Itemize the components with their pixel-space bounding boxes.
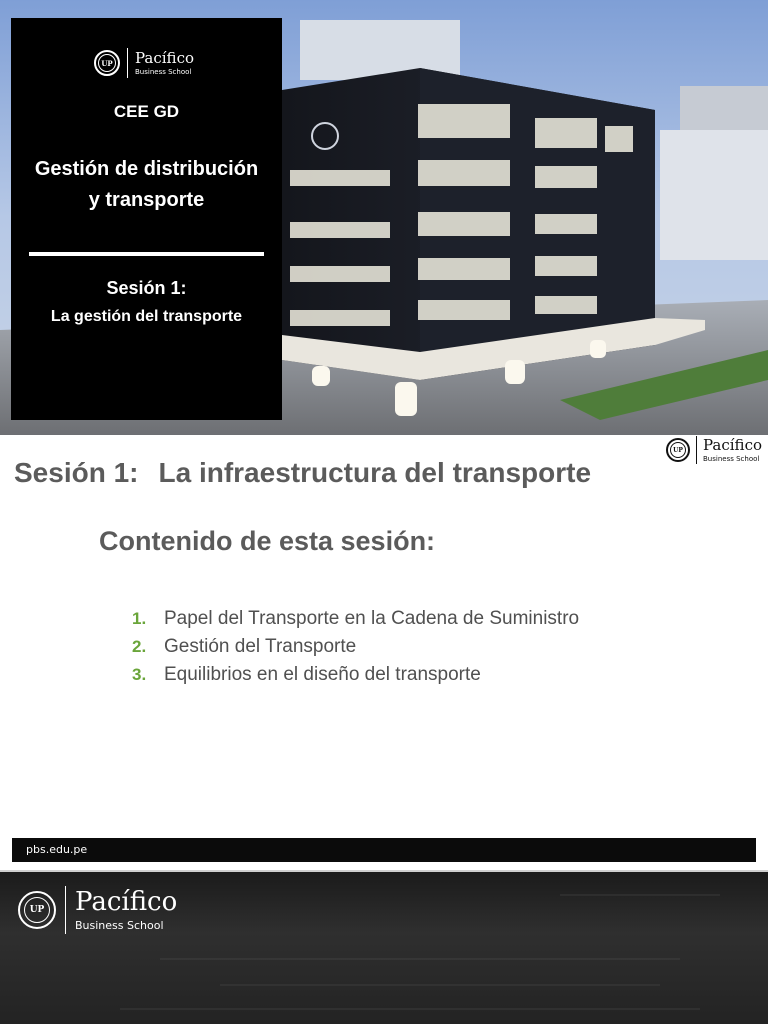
list-item-text: Papel del Transporte en la Cadena de Suministro: [164, 608, 580, 629]
background-texture: [120, 1008, 700, 1010]
footer-url[interactable]: pbs.edu.pe: [26, 843, 88, 856]
seal-letters: UP: [29, 905, 45, 915]
slide-title: [14, 457, 591, 489]
topic-list: [132, 608, 579, 692]
slide-subtitle: Contenido de esta sesión:: [99, 526, 436, 556]
footer-bar: [12, 838, 756, 862]
list-item-number: 3.: [132, 665, 147, 684]
program-code: CEE GD: [113, 102, 180, 121]
university-seal-icon: [18, 891, 56, 929]
list-item-text: Gestión del Transporte: [164, 636, 357, 657]
content-slide: [0, 435, 768, 870]
session-title: La gestión del transporte: [50, 308, 243, 325]
logo-divider: [696, 436, 697, 464]
cover-title-panel: [11, 18, 282, 420]
list-item: [132, 664, 579, 692]
seal-letters: UP: [673, 446, 683, 454]
brand-name: Pacífico: [703, 435, 762, 454]
brand-name: Pacífico: [75, 887, 178, 917]
brand-subtitle: Business School: [135, 67, 192, 76]
brand-subtitle: Business School: [703, 454, 760, 463]
cover-slide: [0, 0, 768, 435]
slide-session-label: Sesión 1:: [14, 457, 139, 488]
list-item: [132, 636, 579, 664]
course-title-line2: y transporte: [88, 189, 205, 211]
list-item-text: Equilibrios en el diseño del transporte: [164, 664, 481, 685]
list-item: [132, 608, 579, 636]
pacifico-logo-large: [18, 886, 177, 934]
title-divider: [29, 252, 264, 256]
list-item-number: 2.: [132, 637, 147, 656]
university-seal-icon: [94, 50, 120, 76]
slide-title-text: La infraestructura del transporte: [158, 457, 592, 488]
logo-divider: [65, 886, 66, 934]
list-item-number: 1.: [132, 609, 147, 628]
header-logo: [666, 436, 762, 464]
course-title: [11, 154, 282, 216]
session-label: Sesión 1:: [106, 278, 187, 298]
university-seal-icon: [666, 438, 690, 462]
course-title-line1: Gestión de distribución: [34, 158, 259, 180]
background-texture: [560, 894, 720, 896]
background-texture: [160, 958, 680, 960]
brand-name: Pacífico: [135, 48, 194, 67]
pacifico-logo: [94, 48, 194, 78]
logo-divider: [127, 48, 128, 78]
next-slide-preview: [0, 870, 768, 1024]
brand-subtitle: Business School: [75, 919, 164, 932]
seal-letters: UP: [101, 58, 113, 68]
background-texture: [220, 984, 660, 986]
